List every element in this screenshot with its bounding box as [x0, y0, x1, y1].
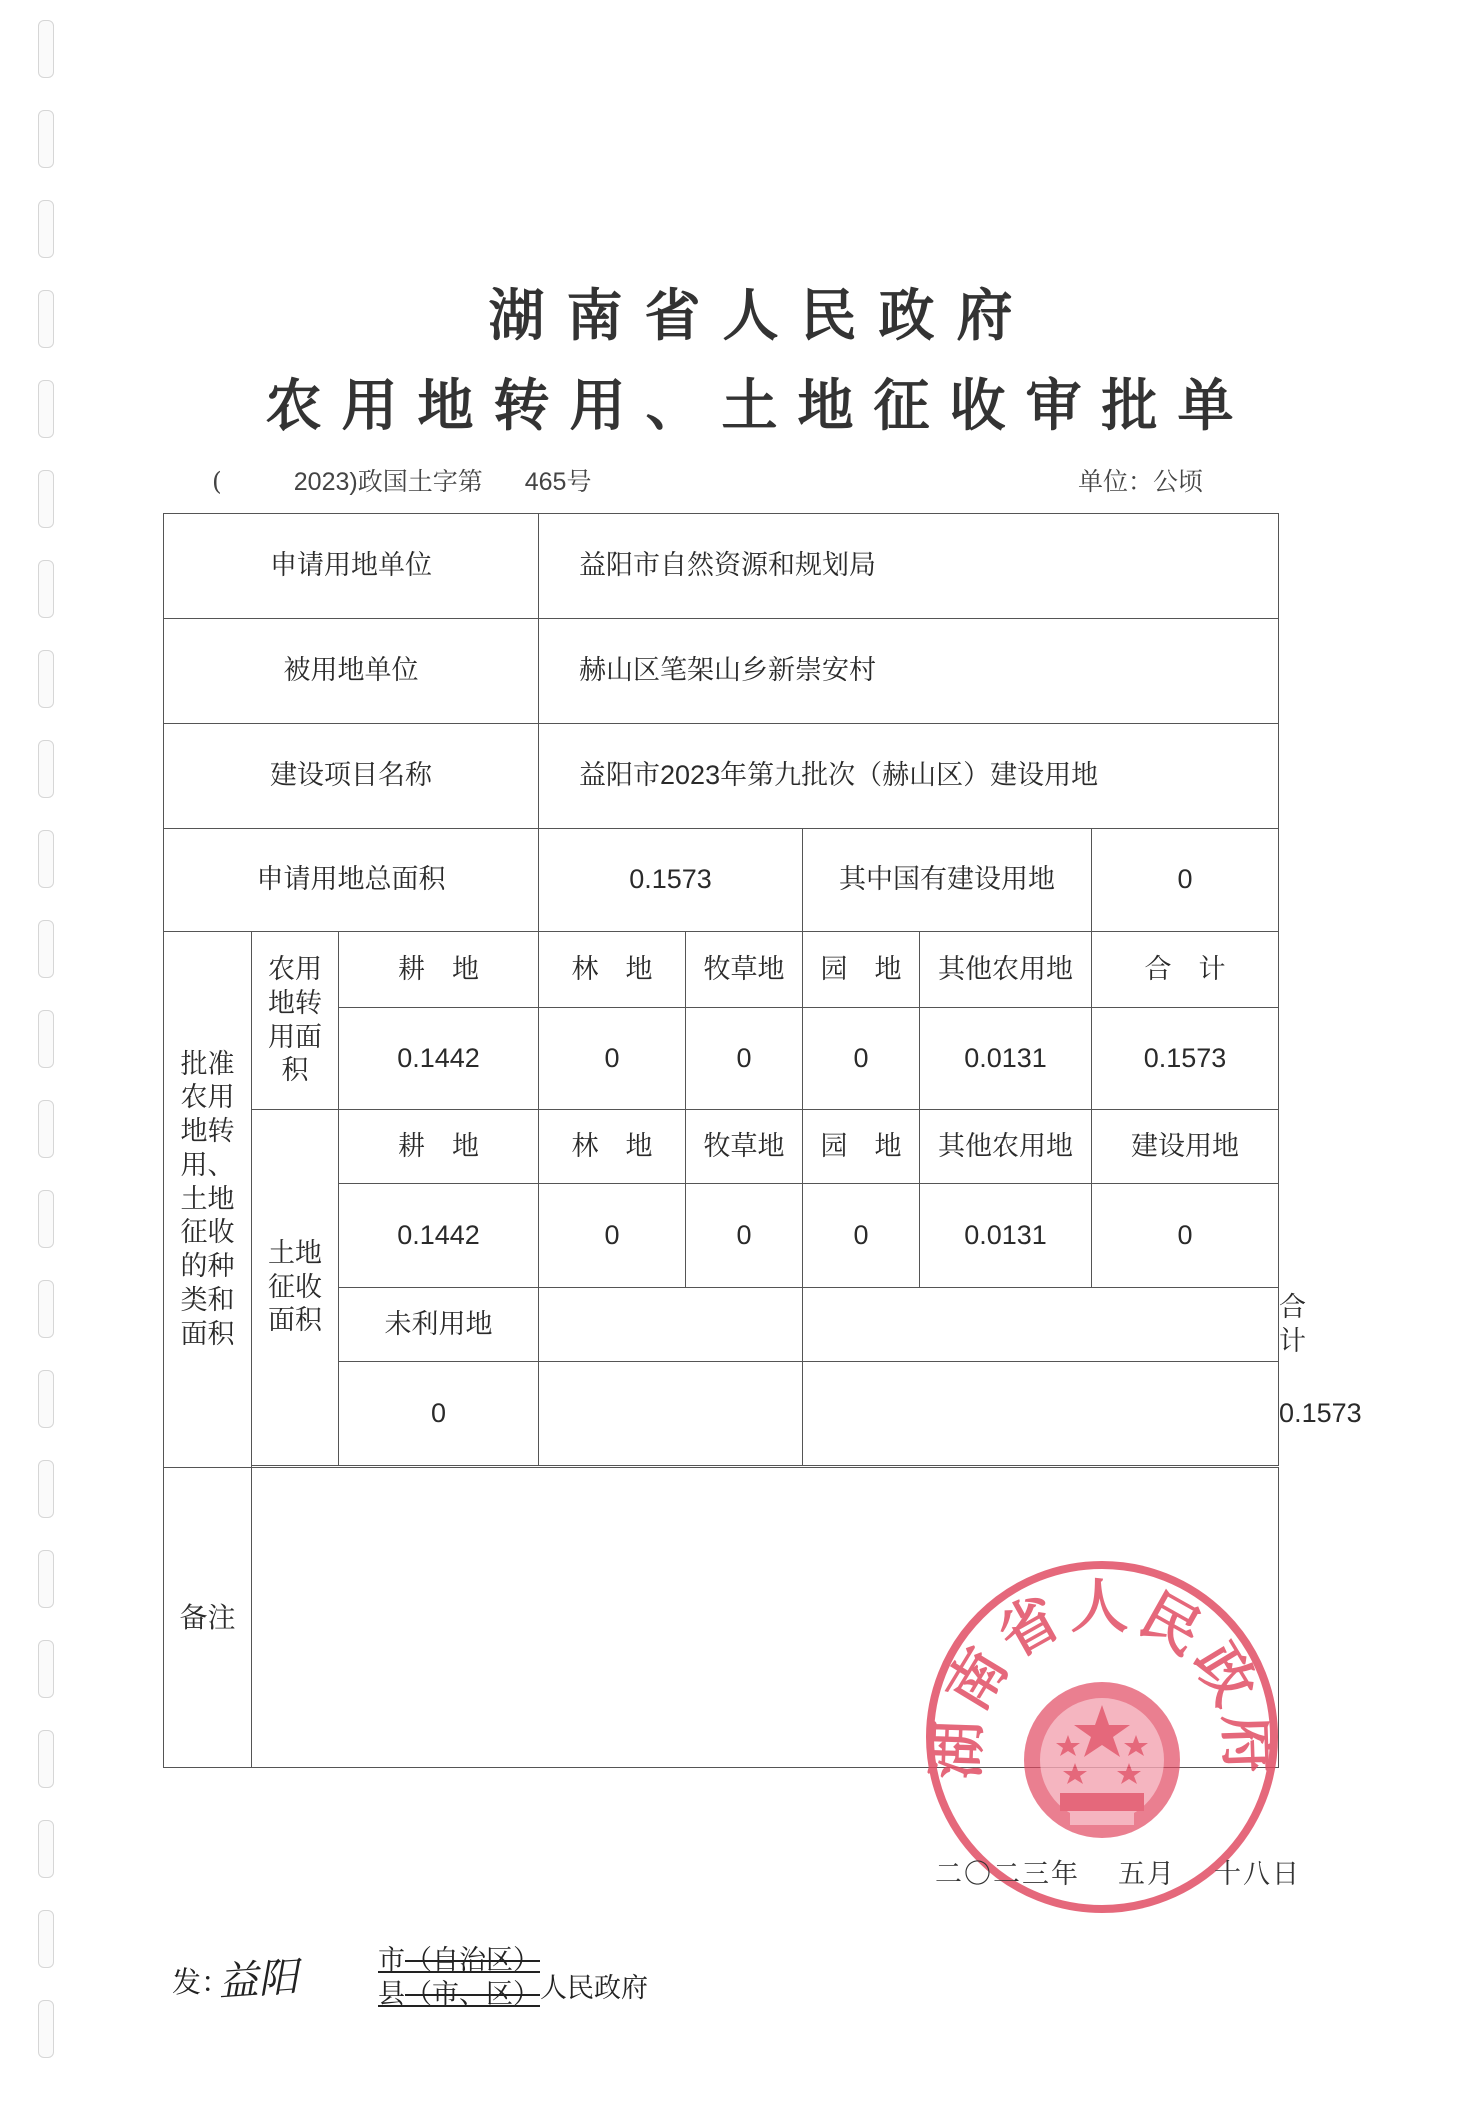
- conversion-header-cell: 园 地: [803, 932, 920, 1008]
- document-number: [212, 462, 591, 498]
- doc-year: 2023): [293, 468, 358, 496]
- conversion-header-cell: 牧草地: [686, 932, 803, 1008]
- expropriation-value-cell: 0.1442: [339, 1184, 539, 1288]
- conversion-value-cell: 0: [803, 1008, 920, 1110]
- binder-hole: [38, 2000, 54, 2058]
- county-struck-text: （市、区）: [405, 1979, 540, 2010]
- binder-hole: [38, 1640, 54, 1698]
- conversion-value-cell: 0.1442: [339, 1008, 539, 1110]
- expropriation-header-cell: 园 地: [803, 1110, 920, 1184]
- city-struck-text: （自治区）: [405, 1945, 540, 1976]
- expropriation-header-cell: 建设用地: [1092, 1110, 1279, 1184]
- empty-cell: [539, 1362, 803, 1466]
- state-land-value: 0: [1092, 829, 1279, 932]
- conversion-label: 农用地转用面积: [252, 932, 339, 1110]
- applicant-label: 申请用地单位: [164, 514, 539, 619]
- binder-hole: [38, 1100, 54, 1158]
- date-month: 五月: [1118, 1859, 1176, 1890]
- handwritten-city-name: 益阳: [216, 1954, 300, 2006]
- date-day: 十八日: [1214, 1859, 1301, 1890]
- binder-hole: [38, 200, 54, 258]
- expropriation-value-cell: 0: [539, 1184, 686, 1288]
- document-subtitle: 农用地转用、土地征收审批单: [265, 373, 1254, 439]
- recipient-line-city: [378, 1944, 540, 1978]
- conversion-header-cell: 其他农用地: [920, 932, 1092, 1008]
- empty-cell: [803, 1362, 1279, 1466]
- conversion-value-cell: 0.1573: [1092, 1008, 1279, 1110]
- binder-hole: [38, 1730, 54, 1788]
- expropriation-value-cell: 0: [686, 1184, 803, 1288]
- conversion-header-cell: 合 计: [1092, 932, 1279, 1008]
- landowner-value: 赫山区笔架山乡新崇安村: [539, 619, 1279, 724]
- conversion-header-cell: 林 地: [539, 932, 686, 1008]
- date-year: 二〇二三年: [935, 1859, 1080, 1890]
- binder-hole: [38, 470, 54, 528]
- doc-prefix: 政国土字第: [357, 467, 483, 496]
- empty-cell: [539, 1288, 803, 1362]
- binder-hole: [38, 1190, 54, 1248]
- binder-hole: [38, 1820, 54, 1878]
- binder-hole: [38, 20, 54, 78]
- state-land-label: 其中国有建设用地: [803, 829, 1092, 932]
- expropriation-header-cell: 牧草地: [686, 1110, 803, 1184]
- recipient-government: [378, 1944, 540, 2012]
- binder-hole: [38, 1910, 54, 1968]
- expropriation-value-cell: 0: [803, 1184, 920, 1288]
- binder-hole: [38, 110, 54, 168]
- row-total-area: [164, 829, 1279, 932]
- row-landowner: [164, 619, 1279, 724]
- unused-values-row: 0 0.1573: [164, 1362, 1279, 1466]
- issue-date: [935, 1852, 1339, 1891]
- unused-land-label: 未利用地: [339, 1288, 539, 1362]
- city-prefix: 市: [378, 1945, 405, 1976]
- total-area-value: 0.1573: [539, 829, 803, 932]
- recipient-suffix: 人民政府: [540, 1973, 648, 2004]
- unused-land-value: 0: [339, 1362, 539, 1466]
- county-prefix: 县: [378, 1979, 405, 2010]
- project-label: 建设项目名称: [164, 724, 539, 829]
- conversion-header-cell: 耕 地: [339, 932, 539, 1008]
- expropriation-header-cell: 其他农用地: [920, 1110, 1092, 1184]
- binder-hole: [38, 830, 54, 888]
- binder-hole: [38, 650, 54, 708]
- binder-hole: [38, 920, 54, 978]
- conversion-header-row: [164, 932, 1279, 1008]
- expropriation-value-cell: 0.0131: [920, 1184, 1092, 1288]
- applicant-value: 益阳市自然资源和规划局: [539, 514, 1279, 619]
- recipient-line-county: [378, 1978, 540, 2012]
- expropriation-header-row: [164, 1110, 1279, 1184]
- seal-text: 湖南省人民政府: [922, 1572, 1283, 1781]
- expropriation-header-cell: 林 地: [539, 1110, 686, 1184]
- emblem-gate-icon: [1060, 1793, 1144, 1811]
- total-area-label: 申请用地总面积: [164, 829, 539, 932]
- landowner-label: 被用地单位: [164, 619, 539, 724]
- send-label: 发：: [172, 1965, 231, 1999]
- doc-suffix: 号: [566, 467, 592, 496]
- unused-header-row: 未利用地 合 计: [164, 1288, 1279, 1362]
- conversion-value-cell: 0.0131: [920, 1008, 1092, 1110]
- binder-hole: [38, 1280, 54, 1338]
- approval-side-label: 批准农用地转用、土地征收的种类和面积: [164, 932, 252, 1468]
- binder-hole: [38, 1010, 54, 1068]
- empty-cell: [803, 1288, 1279, 1362]
- expropriation-label: 土地征收面积: [252, 1110, 339, 1466]
- binder-hole: [38, 740, 54, 798]
- binder-hole: [38, 1370, 54, 1428]
- expropriation-header-cell: 耕 地: [339, 1110, 539, 1184]
- expropriation-value-cell: 0: [1092, 1184, 1279, 1288]
- binder-hole: [38, 1460, 54, 1518]
- project-value: 益阳市2023年第九批次（赫山区）建设用地: [539, 724, 1279, 829]
- binder-hole: [38, 560, 54, 618]
- conversion-value-cell: 0: [539, 1008, 686, 1110]
- remarks-label: 备注: [164, 1468, 252, 1768]
- document-title: 湖南省人民政府: [488, 283, 1035, 349]
- binder-hole: [38, 1550, 54, 1608]
- doc-number-value: 465: [524, 468, 567, 496]
- conversion-value-cell: 0: [686, 1008, 803, 1110]
- national-emblem: [1024, 1682, 1180, 1838]
- row-applicant: [164, 514, 1279, 619]
- doc-open-paren: (: [212, 467, 222, 496]
- row-project: [164, 724, 1279, 829]
- unit-label: 单位：公顷: [1078, 467, 1204, 496]
